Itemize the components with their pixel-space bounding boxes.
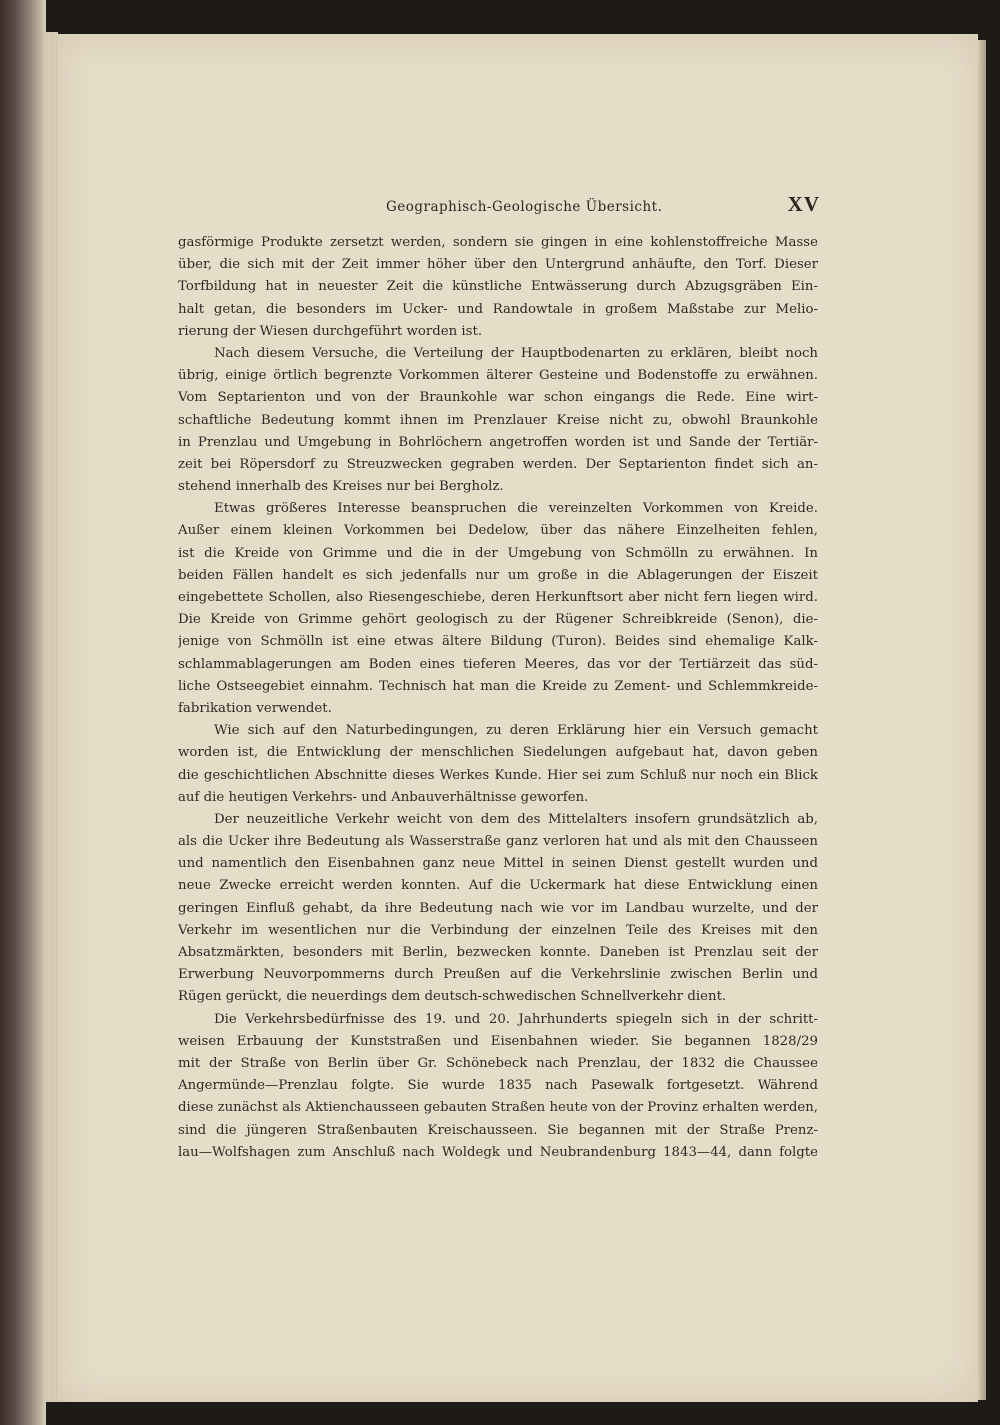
text-line: jenige von Schmölln ist eine etwas ältere Bildung (Turon). Beides sind ehemalige Kalk- [178,634,818,650]
text-line: lau—Wolfshagen zum Anschluß nach Woldegk und Neubrandenburg 1843—44, dann folgte [178,1144,818,1160]
text-line: schlammablagerungen am Boden eines tieferen Meeres, das vor der Tertiärzeit das süd- [178,656,818,672]
text-line: sind die jüngeren Straßenbauten Kreischausseen. Sie begannen mit der Straße Prenz- [178,1122,818,1138]
text-line: Etwas größeres Interesse beanspruchen die vereinzelten Vorkommen von Kreide. [214,501,818,517]
text-line: Vom Septarienton und von der Braunkohle war schon eingangs die Rede. Eine wirt- [178,390,818,406]
text-line: die geschichtlichen Abschnitte dieses Werkes Kunde. Hier sei zum Schluß nur noch ein Blick [178,767,818,783]
text-line: Außer einem kleinen Vorkommen bei Dedelow, über das nähere Einzelheiten fehlen, [178,523,818,539]
text-line: Erwerbung Neuvorpommerns durch Preußen auf die Verkehrslinie zwischen Berlin und [178,967,818,983]
page-number: XV [787,192,820,216]
text-line: als die Ucker ihre Bedeutung als Wasserstraße ganz verloren hat und als mit den Chausseen [178,834,818,850]
page-right-edge [978,40,986,1400]
text-line: neue Zwecke erreicht werden konnten. Auf die Uckermark hat diese Entwicklung einen [178,878,818,894]
text-line: stehend innerhalb des Kreises nur bei Bergholz. [178,479,504,495]
text-line: Nach diesem Versuche, die Verteilung der Hauptbodenarten zu erklären, bleibt noch [214,345,818,361]
running-head [120,192,820,222]
text-line: worden ist, die Entwicklung der menschlichen Siedelungen aufgebaut hat, davon geben [178,745,818,761]
page-stack-edge [46,32,58,1402]
text-line: übrig, einige örtlich begrenzte Vorkommen älterer Gesteine und Bodenstoffe zu erwähnen. [178,368,818,384]
text-line: über, die sich mit der Zeit immer höher über den Untergrund anhäufte, den Torf. Dieser [178,257,818,273]
book-cover-edge [0,0,46,1425]
text-line: Die Kreide von Grimme gehört geologisch zu der Rügener Schreibkreide (Senon), die- [178,612,818,628]
text-line: und namentlich den Eisenbahnen ganz neue Mittel in seinen Dienst gestellt wurden und [178,856,818,872]
text-line: Absatzmärkten, besonders mit Berlin, bezwecken konnte. Daneben ist Prenzlau seit der [178,945,818,960]
text-line: ist die Kreide von Grimme und die in der Umgebung von Schmölln zu erwähnen. In [178,545,818,561]
text-line: auf die heutigen Verkehrs- und Anbauverhältnisse geworfen. [178,789,589,805]
text-line: geringen Einfluß gehabt, da ihre Bedeutung nach wie vor im Landbau wurzelte, und der [178,900,818,916]
text-line: rierung der Wiesen durchgeführt worden ist. [178,323,483,339]
text-line: mit der Straße von Berlin über Gr. Schönebeck nach Prenzlau, der 1832 die Chaussee [178,1055,818,1071]
text-line: gasförmige Produkte zersetzt werden, sondern sie gingen in eine kohlenstoffreiche Masse [178,235,818,250]
text-line: Die Verkehrsbedürfnisse des 19. und 20. Jahrhunderts spiegeln sich in der schritt- [214,1011,818,1027]
text-line: schaftliche Bedeutung kommt ihnen im Prenzlauer Kreise nicht zu, obwohl Braunkohle [178,412,818,428]
text-line: Rügen gerückt, die neuerdings dem deutsch-schwedischen Schnellverkehr dient. [178,989,727,1005]
text-line: diese zunächst als Aktienchausseen gebauten Straßen heute von der Provinz erhalten werden, [178,1100,818,1116]
body-text [178,232,818,1164]
text-line: zeit bei Röpersdorf zu Streuzwecken gegraben werden. Der Septarienton findet sich an- [178,456,818,472]
text-line: weisen Erbauung der Kunststraßen und Eisenbahnen wieder. Sie begannen 1828/29 [178,1033,818,1049]
text-line: Verkehr im wesentlichen nur die Verbindung der einzelnen Teile des Kreises mit den [178,922,818,938]
running-title: Geographisch-Geologische Übersicht. [386,199,663,215]
text-line: Der neuzeitliche Verkehr weicht von dem des Mittelalters insofern grundsätzlich ab, [214,811,818,827]
text-line: liche Ostseegebiet einnahm. Technisch hat man die Kreide zu Zement- und Schlemmkreide- [178,678,818,694]
text-line: beiden Fällen handelt es sich jedenfalls nur um große in die Ablagerungen der Eiszeit [178,567,818,583]
text-line: Torfbildung hat in neuester Zeit die künstliche Entwässerung durch Abzugsgräben Ein- [178,279,818,295]
text-line: halt getan, die besonders im Ucker- und Randowtale in großem Maßstabe zur Melio- [178,301,818,317]
text-line: Angermünde—Prenzlau folgte. Sie wurde 1835 nach Pasewalk fortgesetzt. Während [178,1078,818,1094]
text-line: Wie sich auf den Naturbedingungen, zu deren Erklärung hier ein Versuch gemacht [214,723,818,739]
text-line: fabrikation verwendet. [178,700,332,716]
text-line: eingebettete Schollen, also Riesengeschiebe, deren Herkunftsort aber nicht fern liegen wird. [178,590,818,605]
text-line: in Prenzlau und Umgebung in Bohrlöchern angetroffen worden ist und Sande der Tertiär- [178,434,818,450]
